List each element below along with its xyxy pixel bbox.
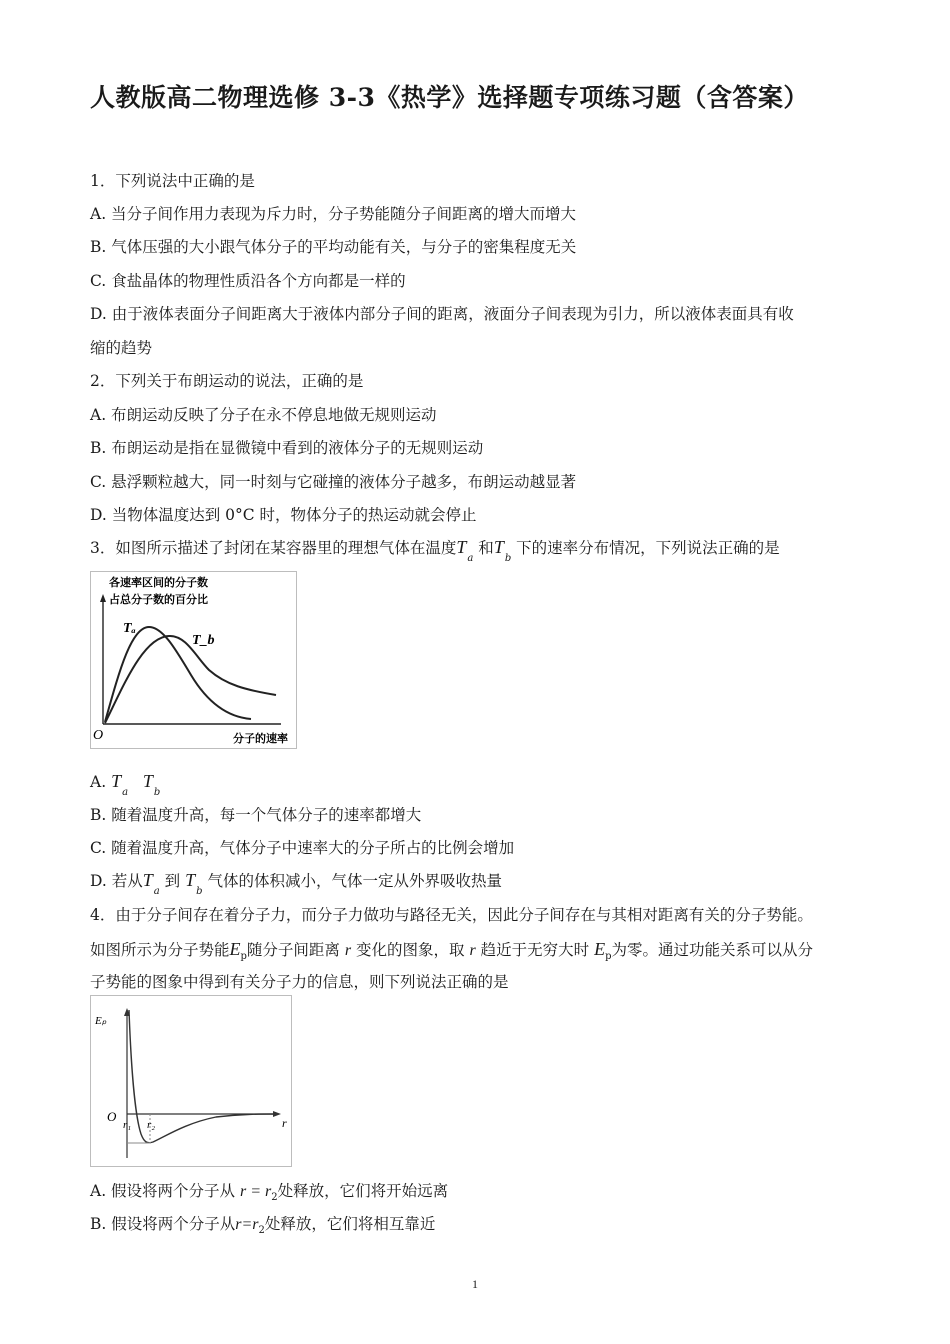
q3-fig-origin: O xyxy=(93,728,104,743)
q3-subscript-b: b xyxy=(504,553,512,564)
q1-stem: 1．下列说法中正确的是 xyxy=(90,172,255,190)
q3-option-a xyxy=(90,771,161,798)
q4-fig-label-r2: r₂ xyxy=(147,1119,156,1131)
q3-stem-mid: 和 xyxy=(478,539,494,557)
q3-symbol-t: T xyxy=(493,537,504,557)
q4-subscript-p: p xyxy=(605,951,612,962)
q4-line2-pre: 如图所示为分子势能 xyxy=(90,941,230,959)
q3-figure-svg xyxy=(91,572,296,748)
q4-line2-mid2: 变化的图象，取 xyxy=(356,941,465,959)
q1-option-a: A. 当分子间作用力表现为斥力时，分子势能随分子间距离的增大而增大 xyxy=(90,205,577,223)
q3-fig-label-ta: Tₐ xyxy=(123,621,136,636)
q3-fig-curve-tb xyxy=(105,636,276,723)
q3-subscript-a: a xyxy=(467,553,474,564)
q4-symbol-r: r xyxy=(469,942,476,959)
q3-symbol-t: T xyxy=(111,771,122,791)
q3-fig-ylabel-1: 各速率区间的分子数 xyxy=(109,576,208,589)
q4-potential-energy-figure xyxy=(90,995,292,1167)
q3-symbol-t: T xyxy=(142,771,153,791)
q4-option-a-pre: A. 假设将两个分子从 xyxy=(90,1182,236,1200)
q3-option-d-pre: D. 若从 xyxy=(90,872,143,890)
q4-subscript-p: p xyxy=(240,951,247,962)
q4-option-b-eq: r=r xyxy=(235,1216,259,1233)
q1-option-c: C. 食盐晶体的物理性质沿各个方向都是一样的 xyxy=(90,272,406,290)
q4-option-b xyxy=(90,1214,435,1237)
q3-speed-distribution-figure xyxy=(90,571,297,749)
q1-option-d-line2: 缩的趋势 xyxy=(90,339,153,357)
q2-option-c: C. 悬浮颗粒越大，同一时刻与它碰撞的液体分子越多，布朗运动越显著 xyxy=(90,473,577,491)
q3-symbol-t: T xyxy=(142,870,153,890)
q4-option-a-sub: 2 xyxy=(271,1192,278,1203)
q3-fig-curve-ta xyxy=(105,627,251,722)
q4-stem-line2 xyxy=(90,939,813,963)
q3-subscript-b: b xyxy=(196,886,203,897)
q4-line2-mid1: 随分子间距离 xyxy=(246,941,340,959)
q4-fig-origin: O xyxy=(107,1109,117,1124)
q4-figure-svg xyxy=(91,996,291,1166)
q3-symbol-t: T xyxy=(185,870,196,890)
q1-option-b: B. 气体压强的大小跟气体分子的平均动能有关，与分子的密集程度无关 xyxy=(90,238,577,256)
q4-symbol-r: r xyxy=(344,942,352,959)
q3-option-d-mid: 到 xyxy=(164,872,181,890)
q4-option-b-post: 处释放，它们将相互靠近 xyxy=(264,1215,436,1233)
q4-line2-mid3: 趋近于无穷大时 xyxy=(480,941,590,959)
q4-stem-line3: 子势能的图象中得到有关分子力的信息，则下列说法正确的是 xyxy=(90,973,509,991)
q4-option-a-eq: r = r xyxy=(240,1183,272,1200)
q4-option-a xyxy=(90,1181,448,1204)
document-title: 人教版高二物理选修 3-3《热学》选择题专项练习题（含答案） xyxy=(90,83,809,112)
q4-symbol-e: E xyxy=(229,939,241,959)
q3-subscript-a: a xyxy=(153,886,160,897)
q3-option-c: C. 随着温度升高，气体分子中速率大的分子所占的比例会增加 xyxy=(90,839,515,857)
q3-option-a-label: A. xyxy=(90,773,107,791)
q3-stem-pre: 3．如图所示描述了封闭在某容器里的理想气体在温度 xyxy=(90,539,457,557)
q3-stem xyxy=(90,537,780,564)
q3-option-d xyxy=(90,870,502,897)
q4-line2-post: 为零。通过功能关系可以从分 xyxy=(611,941,814,959)
q2-option-d: D. 当物体温度达到 0°C 时，物体分子的热运动就会停止 xyxy=(90,506,477,524)
q3-symbol-t: T xyxy=(456,537,467,557)
q4-option-b-pre: B. 假设将两个分子从 xyxy=(90,1215,236,1233)
q3-subscript-a: a xyxy=(122,787,129,798)
q3-fig-label-tb: T_b xyxy=(192,633,215,648)
q3-fig-ylabel-2: 占总分子数的百分比 xyxy=(109,593,208,606)
page-number: 1 xyxy=(472,1277,478,1291)
q4-stem-line1: 4．由于分子间存在着分子力，而分子力做功与路径无关，因此分子间存在与其相对距离有关的分子势能。 xyxy=(90,906,813,924)
q2-option-a: A. 布朗运动反映了分子在永不停息地做无规则运动 xyxy=(90,406,437,424)
q4-fig-xlabel: r xyxy=(282,1116,287,1130)
q3-subscript-b: b xyxy=(153,787,161,798)
q1-option-d-line1: D. 由于液体表面分子间距离大于液体内部分子间的距离，液面分子间表现为引力，所以液体表面具有收 xyxy=(90,305,794,323)
q3-fig-xlabel: 分子的速率 xyxy=(233,732,288,745)
q3-option-d-post: 气体的体积减小，气体一定从外界吸收热量 xyxy=(207,872,502,890)
q3-stem-post: 下的速率分布情况，下列说法正确的是 xyxy=(516,539,780,557)
q4-option-a-post: 处释放，它们将开始远离 xyxy=(277,1182,449,1200)
q2-option-b: B. 布朗运动是指在显微镜中看到的液体分子的无规则运动 xyxy=(90,439,484,457)
q3-option-b: B. 随着温度升高，每一个气体分子的速率都增大 xyxy=(90,806,422,824)
q4-fig-label-r1: r₁ xyxy=(123,1119,132,1131)
q3-fig-y-arrow xyxy=(100,594,106,602)
q4-fig-ylabel: Eₚ xyxy=(95,1015,107,1027)
q4-symbol-e: E xyxy=(594,939,606,959)
q2-stem: 2．下列关于布朗运动的说法，正确的是 xyxy=(90,372,364,390)
q4-option-b-sub: 2 xyxy=(258,1225,265,1236)
